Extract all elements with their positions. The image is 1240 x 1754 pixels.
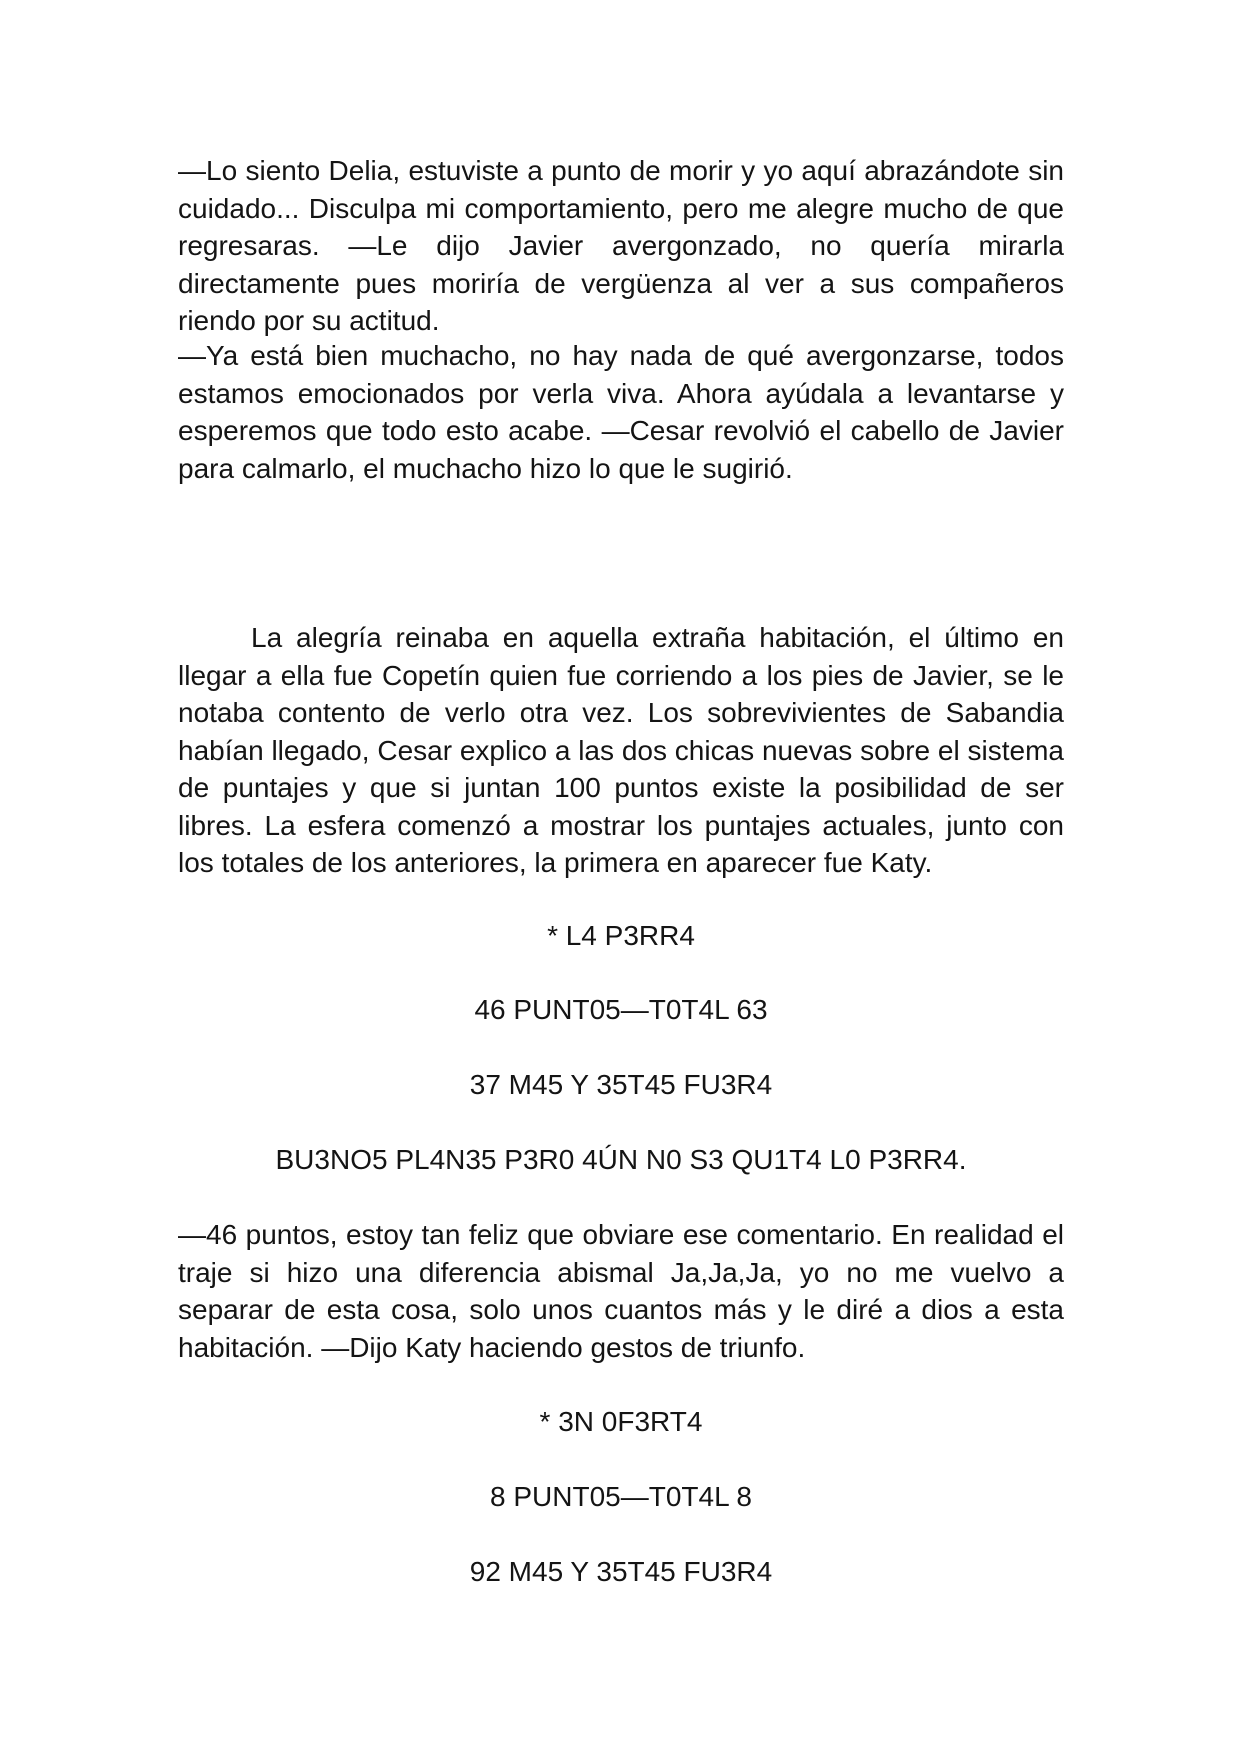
score-katy-comment: BU3NO5 PL4N35 P3R0 4ÚN N0 S3 QU1T4 L0 P3RR4. [275,1144,967,1175]
paragraph-katy-response: —46 puntos, estoy tan feliz que obviare ese comentario. En realidad el traje si hizo una diferencia abismal Ja,Ja,Ja, yo no me vuelvo a separar de esta cosa, solo unos cuantos más y le diré a dios a esta habitación. —Dijo Katy haciendo gestos de triunfo. [178,1219,1064,1363]
paragraph-javier-apology: —Lo siento Delia, estuviste a punto de morir y yo aquí abrazándote sin cuidado... Disculpa mi comportamiento, pero me alegre mucho de que regresaras. —Le dijo Javier avergonzado, no quería mirarla directamente pues moriría de vergüenza al ver a sus compañeros riendo por su actitud. [178,155,1064,336]
score-katy-name: * L4 P3RR4 [547,920,695,951]
score-second-name: * 3N 0F3RT4 [539,1406,703,1437]
score-second-points: 8 PUNT05—T0T4L 8 [490,1481,752,1512]
paragraph-narration-scores: La alegría reinaba en aquella extraña habitación, el último en llegar a ella fue Copetín quien fue corriendo a los pies de Javier, se le notaba contento de verlo otra vez. Los sobrevivientes de Sabandia habían llegado, Cesar explico a las dos chicas nuevas sobre el sistema de puntajes y que si juntan 100 puntos existe la posibilidad de ser libres. La esfera comenzó a mostrar los puntajes actuales, junto con los totales de los anteriores, la primera en aparecer fue Katy. [178,622,1064,878]
score-second-remaining: 92 M45 Y 35T45 FU3R4 [469,1556,773,1587]
paragraph-cesar-reply: —Ya está bien muchacho, no hay nada de qué avergonzarse, todos estamos emocionados por verla viva. Ahora ayúdala a levantarse y esperemos que todo esto acabe. —Cesar revolvió el cabello de Javier para calmarlo, el muchacho hizo lo que le sugirió. [178,340,1064,484]
score-katy-remaining: 37 M45 Y 35T45 FU3R4 [469,1069,773,1100]
score-katy-points: 46 PUNT05—T0T4L 63 [474,994,768,1025]
